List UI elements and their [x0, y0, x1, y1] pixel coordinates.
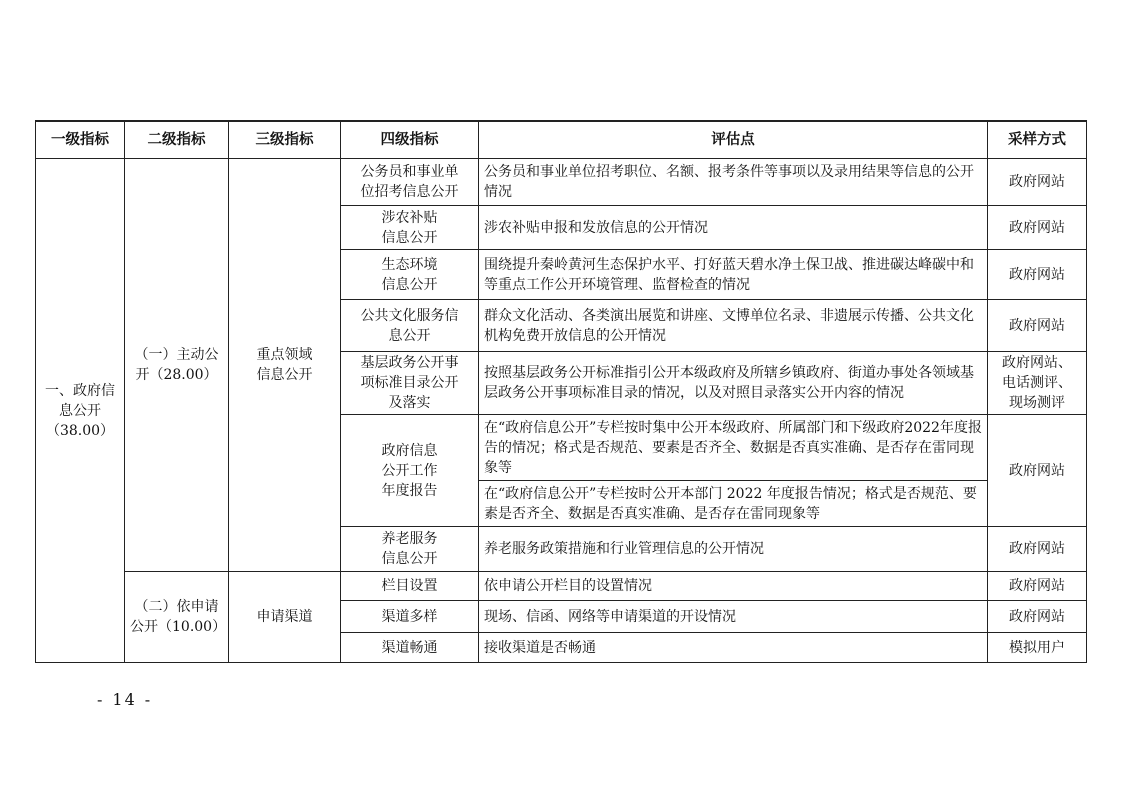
table-row	[36, 159, 1087, 206]
level4-cell	[341, 527, 479, 572]
level1-label-line1: 一、政府信	[45, 382, 115, 399]
assessment-point: 群众文化活动、各类演出展览和讲座、文博单位名录、非遗展示传播、公共文化机构免费开放信息的公开情况	[479, 300, 988, 352]
page-number-dash-right: -	[144, 690, 153, 709]
level4-line1: 基层政务公开事	[360, 355, 459, 371]
level2-active-disclosure	[125, 159, 229, 572]
sampling-method-line1: 政府网站、	[1002, 355, 1072, 371]
page-number-dash-left: -	[97, 690, 105, 709]
table-row	[36, 572, 1087, 601]
level1-cell	[36, 159, 125, 663]
level4-line1: 生态环境	[381, 256, 438, 273]
level4-line2: 信息公开	[381, 276, 438, 293]
sampling-method: 政府网站	[988, 415, 1087, 527]
sampling-method: 政府网站	[988, 527, 1087, 572]
assessment-point: 依申请公开栏目的设置情况	[479, 572, 988, 601]
assessment-point: 在“政府信息公开”专栏按时集中公开本级政府、所属部门和下级政府2022年度报告的情况；格式是否规范、要素是否齐全、数据是否真实准确、是否存在雷同现象等	[479, 415, 988, 481]
level4-line3: 年度报告	[381, 482, 438, 499]
level4-cell	[341, 352, 479, 415]
sampling-method: 政府网站	[988, 300, 1087, 352]
level4-line2: 信息公开	[381, 551, 438, 567]
level4-line1: 养老服务	[381, 531, 438, 547]
header-level4: 四级指标	[341, 121, 479, 159]
level4-cell: 栏目设置	[341, 572, 479, 601]
assessment-point: 现场、信函、网络等申请渠道的开设情况	[479, 601, 988, 633]
level4-line2: 项标准目录公开	[360, 375, 459, 391]
sampling-method	[988, 352, 1087, 415]
sampling-method: 政府网站	[988, 206, 1087, 250]
sampling-method: 政府网站	[988, 250, 1087, 300]
header-level3: 三级指标	[229, 121, 341, 159]
indicator-table	[35, 120, 1087, 663]
level3-label-line2: 信息公开	[256, 367, 313, 383]
level2-label-line2: 开（28.00）	[135, 367, 218, 383]
level4-cell: 渠道畅通	[341, 633, 479, 663]
sampling-method: 政府网站	[988, 572, 1087, 601]
level4-cell: 渠道多样	[341, 601, 479, 633]
assessment-point: 接收渠道是否畅通	[479, 633, 988, 663]
level4-cell	[341, 159, 479, 206]
sampling-method-line3: 现场测评	[1009, 395, 1065, 411]
assessment-point: 公务员和事业单位招考职位、名额、报考条件等事项以及录用结果等信息的公开情况	[479, 159, 988, 206]
header-sampling-method: 采样方式	[988, 121, 1087, 159]
sampling-method: 模拟用户	[988, 633, 1087, 663]
assessment-point: 涉农补贴申报和发放信息的公开情况	[479, 206, 988, 250]
level4-line2: 息公开	[388, 327, 431, 344]
level4-line1: 政府信息	[381, 442, 438, 459]
level3-request-channels: 申请渠道	[229, 572, 341, 663]
level3-label-line1: 重点领域	[256, 347, 313, 363]
sampling-method-line2: 电话测评、	[1002, 375, 1072, 391]
level4-line3: 及落实	[388, 395, 431, 411]
level4-line1: 公务员和事业单	[360, 164, 459, 180]
table-header-row	[36, 121, 1087, 159]
level1-label-line2: 息公开	[59, 402, 101, 419]
level4-cell	[341, 415, 479, 527]
page-number-value: 14	[112, 690, 137, 709]
level3-key-areas	[229, 159, 341, 572]
level4-line1: 涉农补贴	[381, 209, 438, 226]
level2-label-line2: 公开（10.00）	[130, 619, 227, 635]
level4-cell	[341, 300, 479, 352]
level2-on-request	[125, 572, 229, 663]
level4-line2: 信息公开	[381, 229, 438, 246]
sampling-method: 政府网站	[988, 159, 1087, 206]
assessment-point: 围绕提升秦岭黄河生态保护水平、打好蓝天碧水净土保卫战、推进碳达峰碳中和等重点工作公开环境管理、监督检查的情况	[479, 250, 988, 300]
level4-cell	[341, 250, 479, 300]
assessment-point: 按照基层政务公开标准指引公开本级政府及所辖乡镇政府、街道办事处各领域基层政务公开事项标准目录的情况，以及对照目录落实公开内容的情况	[479, 352, 988, 415]
level1-score: （38.00）	[45, 422, 115, 439]
level4-line2: 公开工作	[381, 462, 438, 479]
header-level2: 二级指标	[125, 121, 229, 159]
level4-line2: 位招考信息公开	[360, 184, 459, 200]
page-number	[97, 690, 160, 709]
assessment-point: 在“政府信息公开”专栏按时公开本部门 2022 年度报告情况；格式是否规范、要素是否齐全、数据是否真实准确、是否存在雷同现象等	[479, 481, 988, 527]
sampling-method: 政府网站	[988, 601, 1087, 633]
level2-label-line1: （二）依申请	[134, 599, 219, 615]
assessment-point: 养老服务政策措施和行业管理信息的公开情况	[479, 527, 988, 572]
level4-cell	[341, 206, 479, 250]
header-assessment-point: 评估点	[479, 121, 988, 159]
level4-line1: 公共文化服务信	[360, 307, 459, 324]
header-level1: 一级指标	[36, 121, 125, 159]
level2-label-line1: （一）主动公	[134, 347, 219, 363]
